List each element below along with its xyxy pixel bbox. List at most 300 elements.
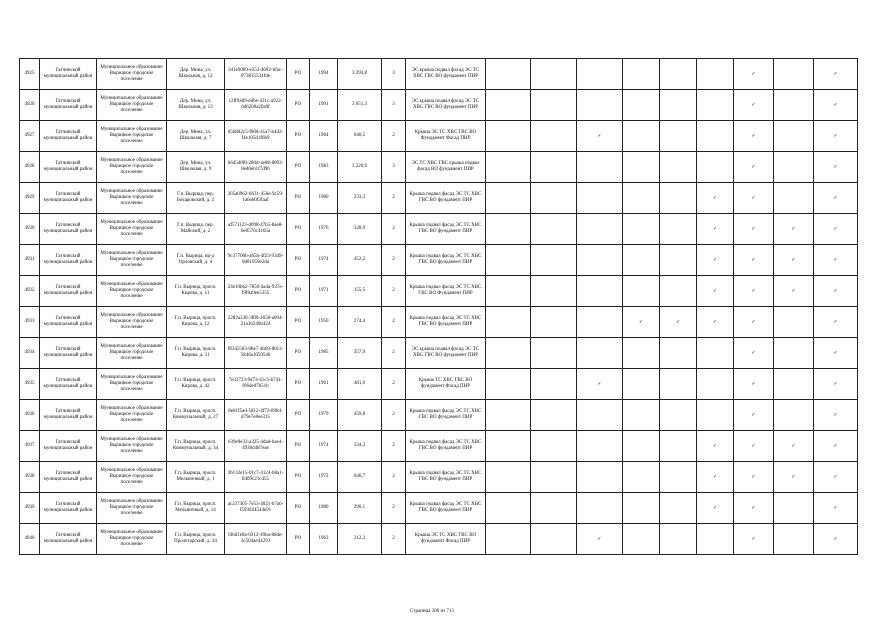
check-cell-2 — [531, 369, 577, 400]
year-cell: 1976 — [310, 214, 338, 245]
check-mark-icon: ✓ — [712, 257, 718, 263]
table-row — [20, 183, 858, 214]
check-cell-9 — [814, 524, 858, 555]
table-row — [20, 431, 858, 462]
check-cell-3 — [577, 152, 623, 183]
check-cell-3 — [577, 524, 623, 555]
check-cell-2 — [531, 121, 577, 152]
district-cell: Гатчинский муниципальный район — [40, 245, 97, 276]
floors-cell: 2 — [382, 462, 406, 493]
check-cell-7 — [734, 90, 774, 121]
address-cell: Г.п. Вырица, пер. Майский, д. 2 — [167, 214, 225, 245]
check-mark-icon: ✓ — [712, 443, 718, 449]
area-cell: 3 226,6 — [338, 152, 382, 183]
check-cell-7 — [734, 400, 774, 431]
year-cell: 1980 — [310, 493, 338, 524]
check-cell-6 — [697, 276, 734, 307]
table-row — [20, 369, 858, 400]
district-cell: Гатчинский муниципальный район — [40, 152, 97, 183]
address-cell: Г.п. Вырица, пр-д Орловский, д. 4 — [167, 245, 225, 276]
year-cell: 1972 — [310, 462, 338, 493]
municipality-cell: Муниципальное образование Вырицкое городское поселение — [97, 493, 167, 524]
area-cell: 646,7 — [338, 462, 382, 493]
check-cell-3 — [577, 90, 623, 121]
floors-cell: 2 — [382, 400, 406, 431]
check-cell-7 — [734, 183, 774, 214]
check-cell-5 — [660, 369, 697, 400]
year-cell: 1963 — [310, 524, 338, 555]
check-cell-9 — [814, 431, 858, 462]
building-code-cell: 2282a238-3f00-4658-a004-21a36246b424 — [225, 307, 287, 338]
fund-type-cell: РО — [287, 400, 310, 431]
check-mark-icon: ✓ — [751, 474, 756, 480]
check-cell-5 — [660, 152, 697, 183]
check-mark-icon: ✓ — [751, 443, 756, 449]
check-cell-7 — [734, 493, 774, 524]
district-cell: Гатчинский муниципальный район — [40, 90, 97, 121]
check-cell-4 — [623, 90, 660, 121]
year-cell: 1964 — [310, 121, 338, 152]
check-cell-1 — [486, 524, 531, 555]
check-cell-6 — [697, 338, 734, 369]
row-number: 4939 — [20, 493, 40, 524]
check-cell-5 — [660, 307, 697, 338]
building-code-cell: 7e33723-9473-41c5-b741-f06ded7b51b — [225, 369, 287, 400]
municipality-cell: Муниципальное образование Вырицкое городское поселение — [97, 338, 167, 369]
check-cell-4 — [623, 400, 660, 431]
table-row — [20, 493, 858, 524]
municipality-cell: Муниципальное образование Вырицкое городское поселение — [97, 59, 167, 90]
check-cell-8 — [774, 400, 814, 431]
fund-type-cell: РО — [287, 121, 310, 152]
municipality-cell: Муниципальное образование Вырицкое городское поселение — [97, 431, 167, 462]
district-cell: Гатчинский муниципальный район — [40, 59, 97, 90]
check-cell-4 — [623, 524, 660, 555]
year-cell: 1980 — [310, 183, 338, 214]
check-cell-1 — [486, 183, 531, 214]
check-cell-9 — [814, 90, 858, 121]
municipality-cell: Муниципальное образование Вырицкое городское поселение — [97, 214, 167, 245]
address-cell: Г.п. Вырица, просп. Мельничный, д. 14 — [167, 493, 225, 524]
check-mark-icon: ✓ — [833, 443, 838, 449]
area-cell: 155,5 — [338, 276, 382, 307]
check-cell-2 — [531, 276, 577, 307]
floors-cell: 2 — [382, 183, 406, 214]
floors-cell: 2 — [382, 214, 406, 245]
municipality-cell: Муниципальное образование Вырицкое городское поселение — [97, 307, 167, 338]
year-cell: 1971 — [310, 276, 338, 307]
fund-type-cell: РО — [287, 493, 310, 524]
table-row — [20, 307, 858, 338]
check-cell-5 — [660, 276, 697, 307]
table-row — [20, 462, 858, 493]
fund-type-cell: РО — [287, 338, 310, 369]
municipality-cell: Муниципальное образование Вырицкое городское поселение — [97, 152, 167, 183]
address-cell: Г.п. Вырица, просп. Коммунальный, д. 34 — [167, 431, 225, 462]
check-cell-2 — [531, 338, 577, 369]
municipality-cell: Муниципальное образование Вырицкое городское поселение — [97, 524, 167, 555]
address-cell: Г.п. Вырица, просп. Кирова, д. 31 — [167, 338, 225, 369]
check-mark-icon: ✓ — [751, 226, 756, 232]
municipality-cell: Муниципальное образование Вырицкое городское поселение — [97, 400, 167, 431]
check-mark-icon: ✓ — [675, 319, 681, 325]
building-code-cell: 9c37700b-a65b-4f23-93d9-0d81059e2da — [225, 245, 287, 276]
check-mark-icon: ✓ — [712, 474, 718, 480]
check-mark-icon: ✓ — [833, 133, 838, 139]
row-number: 4935 — [20, 369, 40, 400]
check-cell-6 — [697, 462, 734, 493]
check-mark-icon: ✓ — [833, 536, 838, 542]
check-cell-4 — [623, 307, 660, 338]
row-number: 4936 — [20, 400, 40, 431]
check-cell-7 — [734, 276, 774, 307]
check-cell-2 — [531, 431, 577, 462]
check-cell-5 — [660, 183, 697, 214]
row-number: 4927 — [20, 121, 40, 152]
check-cell-1 — [486, 369, 531, 400]
year-cell: 1994 — [310, 59, 338, 90]
address-cell: Дер. Мина, ул. Школьная, д. 7 — [167, 121, 225, 152]
area-cell: 290,1 — [338, 493, 382, 524]
check-cell-4 — [623, 369, 660, 400]
check-cell-7 — [734, 59, 774, 90]
check-mark-icon: ✓ — [833, 164, 838, 170]
table-row — [20, 338, 858, 369]
district-cell: Гатчинский муниципальный район — [40, 431, 97, 462]
works-list-cell: Крыша ТС ХВС ГВС ВО фундамент Фасад ПИР — [406, 369, 486, 400]
fund-type-cell: РО — [287, 462, 310, 493]
fund-type-cell: РО — [287, 431, 310, 462]
building-code-cell: 639e9e33-a325-4dad-bae4-4930d487eae — [225, 431, 287, 462]
check-cell-3 — [577, 276, 623, 307]
year-cell: 1983 — [310, 152, 338, 183]
check-mark-icon: ✓ — [712, 226, 718, 232]
address-cell: Г.п. Вырица, просп. Мельничный, д. 1 — [167, 462, 225, 493]
works-list-cell: Крыша подвал фасад ЭС ТС ХВС ГВС ВО фундамент ПИР — [406, 307, 486, 338]
municipality-cell: Муниципальное образование Вырицкое городское поселение — [97, 245, 167, 276]
check-mark-icon: ✓ — [751, 195, 756, 201]
check-mark-icon: ✓ — [791, 288, 796, 294]
check-mark-icon: ✓ — [751, 288, 756, 294]
check-cell-4 — [623, 59, 660, 90]
year-cell: 1974 — [310, 245, 338, 276]
check-cell-1 — [486, 276, 531, 307]
check-cell-6 — [697, 524, 734, 555]
check-mark-icon: ✓ — [833, 350, 838, 356]
check-cell-5 — [660, 493, 697, 524]
row-number: 4931 — [20, 245, 40, 276]
check-cell-8 — [774, 431, 814, 462]
address-cell: Г.п. Вырица, просп. Кирова, д. 42 — [167, 369, 225, 400]
check-cell-1 — [486, 400, 531, 431]
works-list-cell: Крыша подвал фасад ЭС ТС ХВС ГВС ВО фундамент ПИР — [406, 462, 486, 493]
check-cell-3 — [577, 59, 623, 90]
floors-cell: 3 — [382, 90, 406, 121]
check-mark-icon: ✓ — [833, 257, 838, 263]
area-cell: 481,0 — [338, 369, 382, 400]
check-cell-6 — [697, 369, 734, 400]
works-list-cell: Крыша подвал фасад ЭС ТС ХВС ГВС ВО фундамент ПИР — [406, 183, 486, 214]
works-list-cell: Крыша подвал фасад ЭС ТС ХВС ГВС ВО фундамент ПИР — [406, 245, 486, 276]
check-mark-icon: ✓ — [712, 288, 718, 294]
area-cell: 640,5 — [338, 121, 382, 152]
area-cell: 312,2 — [338, 524, 382, 555]
table-row — [20, 121, 858, 152]
check-cell-9 — [814, 59, 858, 90]
check-cell-4 — [623, 183, 660, 214]
check-mark-icon: ✓ — [833, 412, 838, 418]
table-row — [20, 524, 858, 555]
check-cell-8 — [774, 59, 814, 90]
check-mark-icon: ✓ — [833, 474, 838, 480]
check-cell-6 — [697, 431, 734, 462]
floors-cell: 2 — [382, 121, 406, 152]
district-cell: Гатчинский муниципальный район — [40, 276, 97, 307]
floors-cell: 2 — [382, 524, 406, 555]
works-list-cell: Крыша подвал фасад ЭС ТС ХВС ГВС ВО фундамент ПИР — [406, 493, 486, 524]
row-number: 4937 — [20, 431, 40, 462]
works-list-cell: Крыша подвал фасад ЭС ТС ХВС ГВС ВО фундамент ПИР — [406, 214, 486, 245]
check-cell-9 — [814, 400, 858, 431]
check-cell-3 — [577, 400, 623, 431]
check-cell-7 — [734, 214, 774, 245]
check-cell-6 — [697, 400, 734, 431]
check-cell-5 — [660, 121, 697, 152]
check-cell-2 — [531, 462, 577, 493]
table-row — [20, 276, 858, 307]
check-cell-9 — [814, 338, 858, 369]
floors-cell: 2 — [382, 245, 406, 276]
address-cell: Г.п. Вырица, просп. Пролетарский, д. 34 — [167, 524, 225, 555]
check-cell-5 — [660, 338, 697, 369]
building-code-cell: b645d0f0-280d-4e08-8893-8ed0eb1f7d96 — [225, 152, 287, 183]
year-cell: 1950 — [310, 307, 338, 338]
works-list-cell: Крыша подвал фасад ЭС ТС ХВС ГВС ВО фундамент ПИР — [406, 431, 486, 462]
check-cell-9 — [814, 493, 858, 524]
check-cell-1 — [486, 121, 531, 152]
check-cell-2 — [531, 245, 577, 276]
check-mark-icon: ✓ — [751, 71, 756, 77]
check-cell-3 — [577, 338, 623, 369]
floors-cell: 3 — [382, 152, 406, 183]
check-mark-icon: ✓ — [597, 536, 602, 542]
fund-type-cell: РО — [287, 369, 310, 400]
check-cell-4 — [623, 152, 660, 183]
area-cell: 452,2 — [338, 245, 382, 276]
check-mark-icon: ✓ — [833, 319, 838, 325]
check-cell-3 — [577, 307, 623, 338]
address-cell: Дер. Мина, ул. Школьная, д. 13 — [167, 90, 225, 121]
check-cell-1 — [486, 462, 531, 493]
address-cell: Дер. Мина, ул. Школьная, д. 9 — [167, 152, 225, 183]
fund-type-cell: РО — [287, 307, 310, 338]
year-cell: 1961 — [310, 369, 338, 400]
check-mark-icon: ✓ — [833, 102, 838, 108]
check-cell-3 — [577, 462, 623, 493]
area-cell: 3 651,3 — [338, 90, 382, 121]
building-code-cell: 205a6962-6631-456e-9c59-1a6eb0f3faaf — [225, 183, 287, 214]
check-mark-icon: ✓ — [751, 536, 756, 542]
check-cell-8 — [774, 338, 814, 369]
row-number: 4925 — [20, 59, 40, 90]
check-cell-7 — [734, 462, 774, 493]
building-code-cell: af571123-d098-47b5-8ae8-6e0576c4165a — [225, 214, 287, 245]
municipality-cell: Муниципальное образование Вырицкое городское поселение — [97, 121, 167, 152]
check-cell-1 — [486, 307, 531, 338]
check-cell-6 — [697, 214, 734, 245]
works-list-cell: ЭС крыша подвал фасад ЭС ТС ХВС ГВС ВО фундамент ПИР — [406, 338, 486, 369]
district-cell: Гатчинский муниципальный район — [40, 462, 97, 493]
check-cell-5 — [660, 400, 697, 431]
check-cell-6 — [697, 121, 734, 152]
year-cell: 1985 — [310, 338, 338, 369]
check-mark-icon: ✓ — [751, 257, 756, 263]
building-code-cell: 341e9089-e253-4092-bfac-873835534fde — [225, 59, 287, 90]
check-cell-4 — [623, 214, 660, 245]
check-cell-6 — [697, 183, 734, 214]
fund-type-cell: РО — [287, 183, 310, 214]
area-cell: 357,9 — [338, 338, 382, 369]
check-mark-icon: ✓ — [751, 102, 756, 108]
check-mark-icon: ✓ — [791, 443, 796, 449]
check-cell-3 — [577, 431, 623, 462]
fund-type-cell: РО — [287, 90, 310, 121]
fund-type-cell: РО — [287, 276, 310, 307]
check-cell-1 — [486, 214, 531, 245]
check-cell-3 — [577, 369, 623, 400]
works-list-cell: Крыша подвал фасад ЭС ТС ХВС ГВС ВО фундамент ПИР — [406, 400, 486, 431]
check-mark-icon: ✓ — [751, 381, 756, 387]
check-cell-8 — [774, 524, 814, 555]
check-cell-8 — [774, 152, 814, 183]
check-cell-2 — [531, 183, 577, 214]
address-cell: Г.п. Вырица, пер. Бочаровский, д. 2 — [167, 183, 225, 214]
check-cell-8 — [774, 369, 814, 400]
municipality-cell: Муниципальное образование Вырицкое городское поселение — [97, 90, 167, 121]
table-row — [20, 400, 858, 431]
district-cell: Гатчинский муниципальный район — [40, 307, 97, 338]
check-mark-icon: ✓ — [833, 195, 838, 201]
building-code-cell: f8345583-08e7-4b69-8013-584da1059546 — [225, 338, 287, 369]
floors-cell: 3 — [382, 59, 406, 90]
check-cell-8 — [774, 462, 814, 493]
floors-cell: 2 — [382, 276, 406, 307]
check-cell-3 — [577, 493, 623, 524]
building-code-cell: ac237305-7e53-4021-b7a6-f593024544e91 — [225, 493, 287, 524]
table-row — [20, 245, 858, 276]
check-cell-3 — [577, 245, 623, 276]
check-cell-9 — [814, 462, 858, 493]
check-mark-icon: ✓ — [833, 288, 838, 294]
table-row — [20, 90, 858, 121]
check-cell-8 — [774, 183, 814, 214]
check-mark-icon: ✓ — [712, 319, 718, 325]
district-cell: Гатчинский муниципальный район — [40, 214, 97, 245]
building-code-cell: 36132e15-01c7-4124-b8a1-8409c21c455 — [225, 462, 287, 493]
table-row — [20, 214, 858, 245]
check-mark-icon: ✓ — [751, 133, 756, 139]
works-list-cell: Крыша ЭС ТС ХВС ГВС ВО фундамент Фасад ПИР — [406, 524, 486, 555]
fund-type-cell: РО — [287, 59, 310, 90]
check-cell-6 — [697, 307, 734, 338]
check-cell-7 — [734, 431, 774, 462]
floors-cell: 2 — [382, 493, 406, 524]
check-mark-icon: ✓ — [791, 474, 796, 480]
check-cell-9 — [814, 369, 858, 400]
check-cell-6 — [697, 245, 734, 276]
check-cell-4 — [623, 338, 660, 369]
works-list-cell: ЭС крыша подвал фасад ЭС ТС ХВС ГВС ВО фундамент ПИР — [406, 90, 486, 121]
check-cell-1 — [486, 152, 531, 183]
fund-type-cell: РО — [287, 214, 310, 245]
check-cell-7 — [734, 307, 774, 338]
address-cell: Г.п. Вырица, просп. Кирова, д. 11 — [167, 276, 225, 307]
table-row — [20, 59, 858, 90]
row-number: 4933 — [20, 307, 40, 338]
register-table — [19, 58, 858, 555]
district-cell: Гатчинский муниципальный район — [40, 400, 97, 431]
building-code-cell: 8e81f5ad-5812-4f73-8984-d79e7e8ee315 — [225, 400, 287, 431]
check-cell-7 — [734, 121, 774, 152]
check-cell-6 — [697, 59, 734, 90]
check-cell-2 — [531, 90, 577, 121]
check-cell-5 — [660, 214, 697, 245]
check-cell-5 — [660, 462, 697, 493]
check-cell-2 — [531, 59, 577, 90]
check-cell-6 — [697, 90, 734, 121]
check-cell-2 — [531, 400, 577, 431]
building-code-cell: c2ff94d9-e0be-431c-a922-6d6200a20a9f — [225, 90, 287, 121]
check-mark-icon: ✓ — [833, 71, 838, 77]
check-cell-9 — [814, 307, 858, 338]
check-mark-icon: ✓ — [791, 257, 796, 263]
district-cell: Гатчинский муниципальный район — [40, 121, 97, 152]
works-list-cell: ЭС ТС ХВС ГВС крыша подвал фасад ВО фундамент ПИР — [406, 152, 486, 183]
check-cell-7 — [734, 369, 774, 400]
floors-cell: 2 — [382, 307, 406, 338]
fund-type-cell: РО — [287, 524, 310, 555]
check-cell-5 — [660, 431, 697, 462]
check-mark-icon: ✓ — [597, 133, 602, 139]
municipality-cell: Муниципальное образование Вырицкое городское поселение — [97, 183, 167, 214]
check-cell-9 — [814, 183, 858, 214]
check-mark-icon: ✓ — [833, 381, 838, 387]
check-cell-4 — [623, 493, 660, 524]
check-cell-5 — [660, 90, 697, 121]
works-list-cell: Крыша ЭС ТС ХВС ГВС ВО Фундамент Фасад ПИР — [406, 121, 486, 152]
check-cell-3 — [577, 121, 623, 152]
check-cell-7 — [734, 245, 774, 276]
check-cell-2 — [531, 214, 577, 245]
row-number: 4940 — [20, 524, 40, 555]
check-cell-2 — [531, 524, 577, 555]
municipality-cell: Муниципальное образование Вырицкое городское поселение — [97, 369, 167, 400]
check-mark-icon: ✓ — [712, 195, 718, 201]
building-code-cell: d568d2c5-f80d-41a7-b4d2-f4e105d1f6b9 — [225, 121, 287, 152]
fund-type-cell: РО — [287, 152, 310, 183]
floors-cell: 2 — [382, 338, 406, 369]
check-mark-icon: ✓ — [751, 505, 756, 511]
check-cell-4 — [623, 431, 660, 462]
row-number: 4932 — [20, 276, 40, 307]
check-cell-8 — [774, 245, 814, 276]
check-cell-1 — [486, 493, 531, 524]
check-cell-9 — [814, 214, 858, 245]
table-row — [20, 152, 858, 183]
address-cell: Г.п. Вырица, просп. Кирова, д. 12 — [167, 307, 225, 338]
floors-cell: 2 — [382, 369, 406, 400]
address-cell: Г.п. Вырица, просп. Коммунальный, д. 27 — [167, 400, 225, 431]
